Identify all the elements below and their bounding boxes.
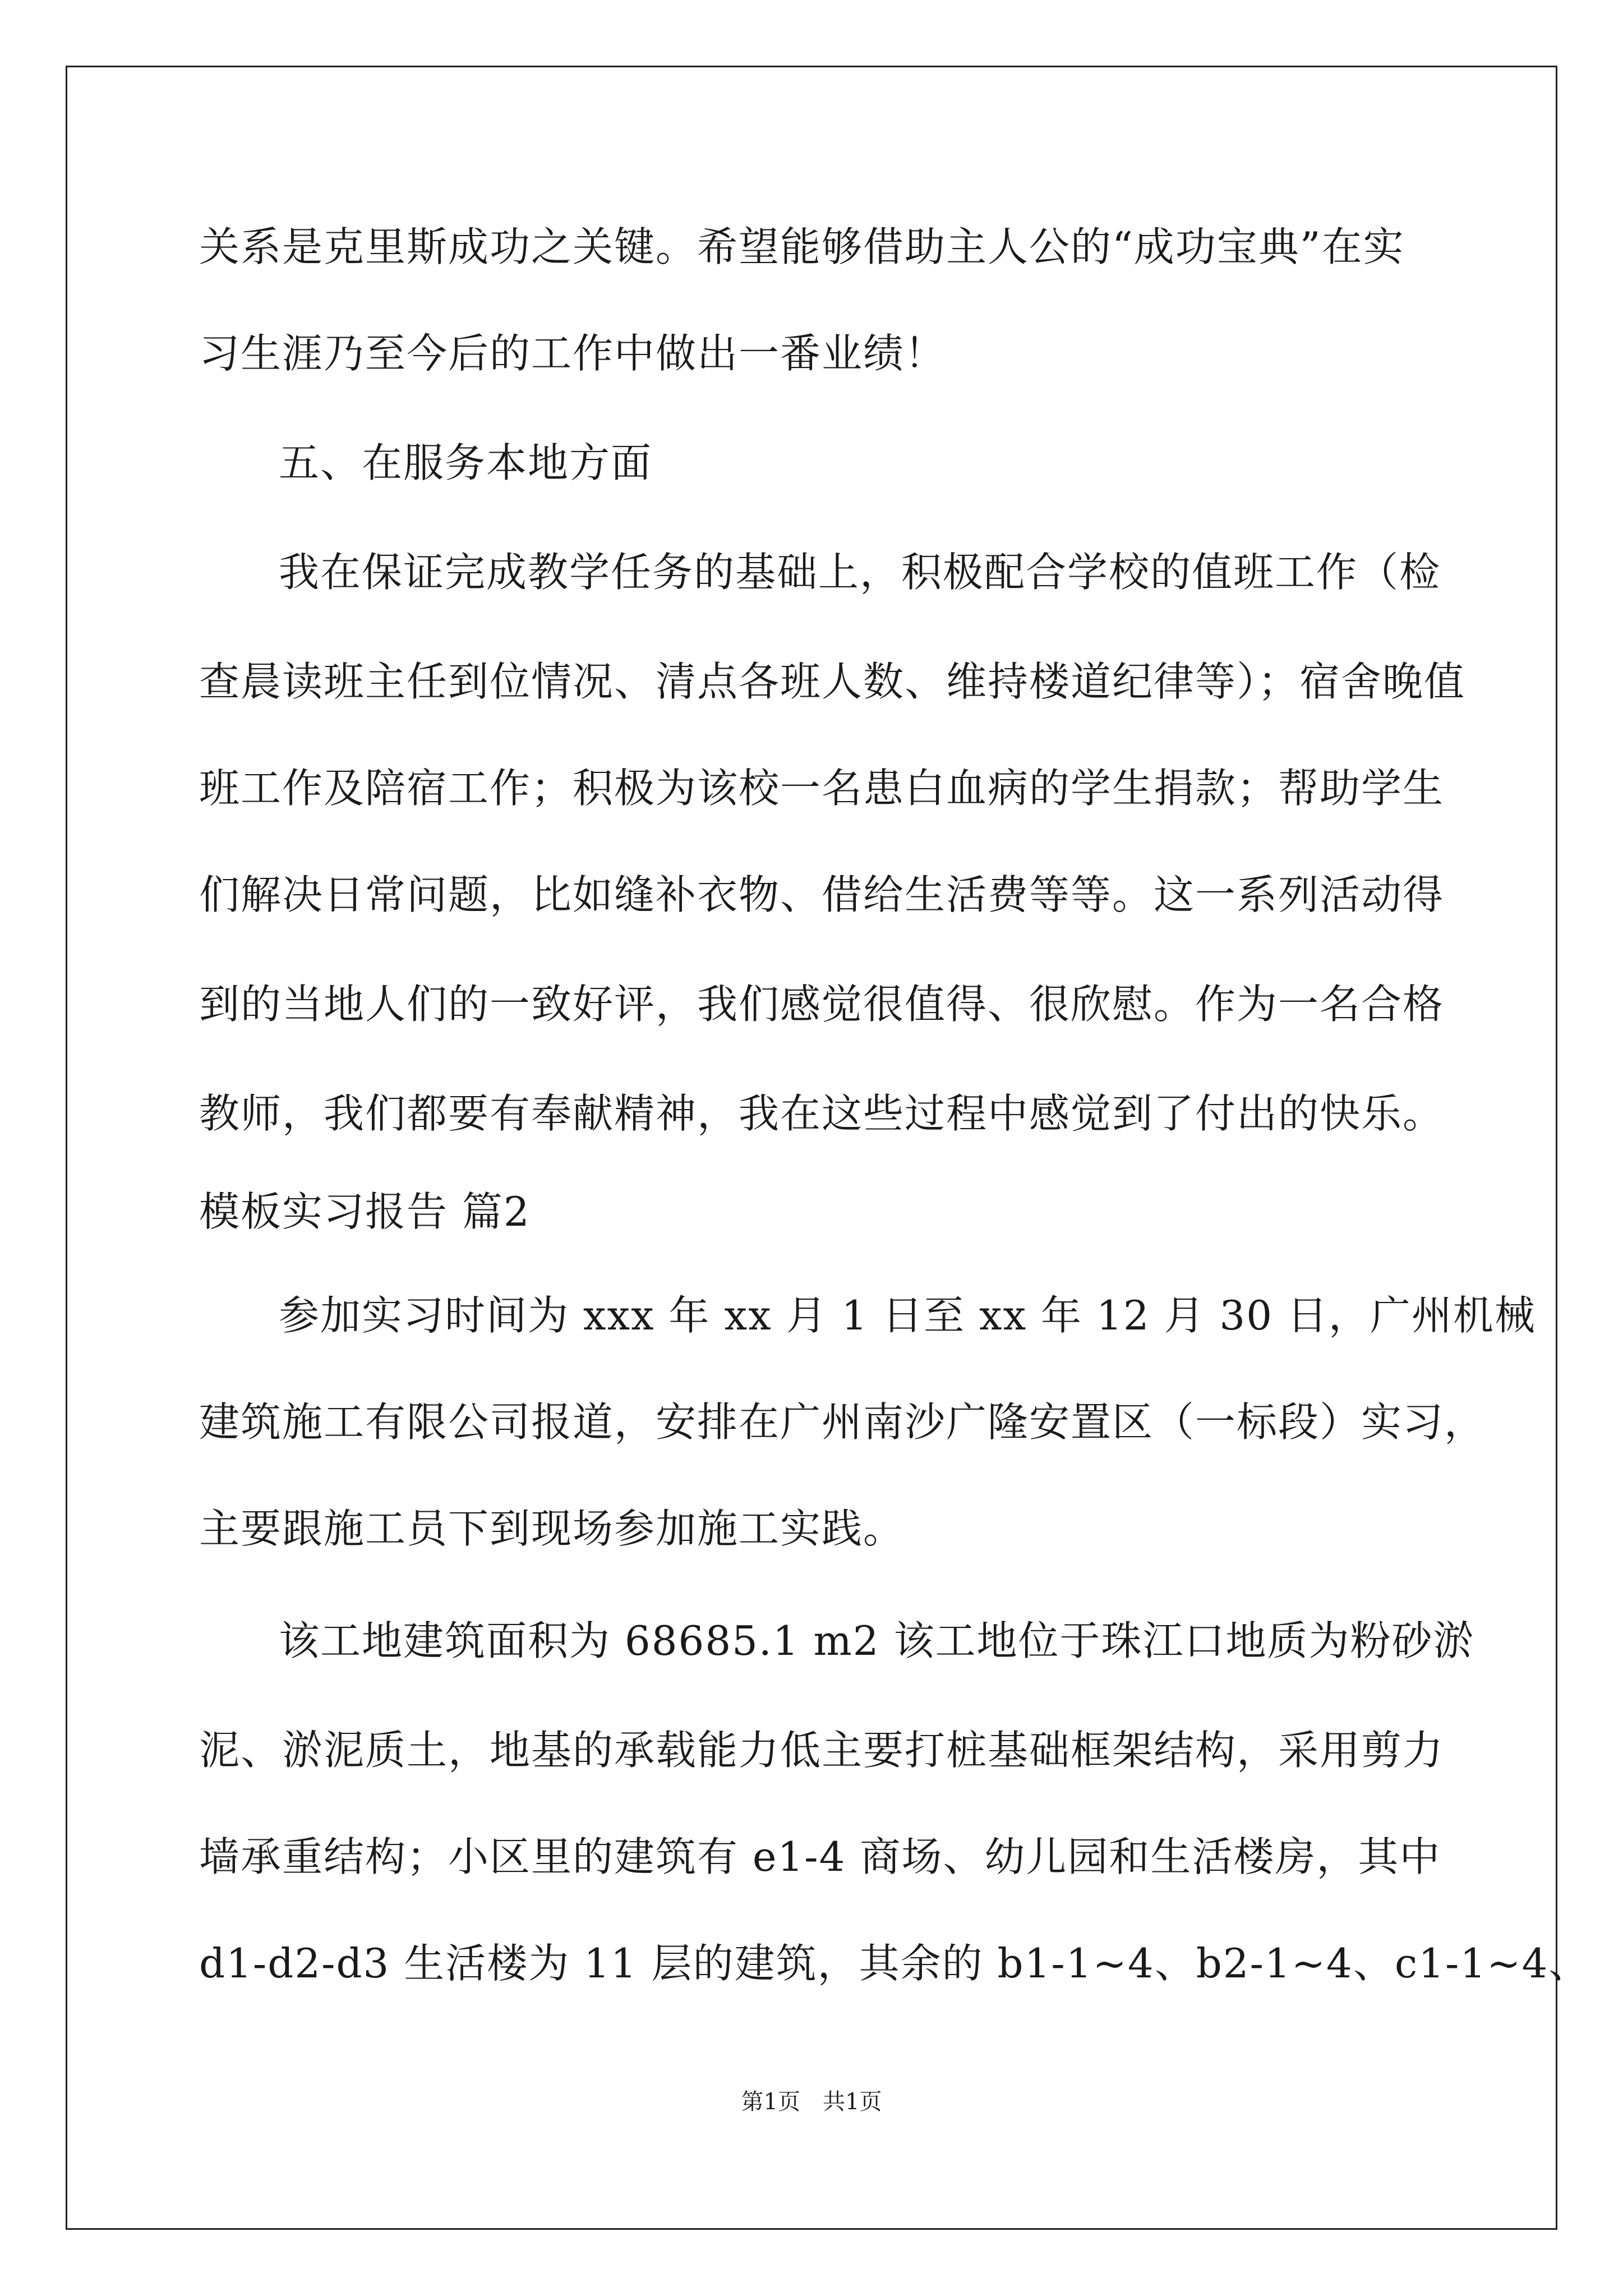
text-line: 建筑施工有限公司报道，安排在广州南沙广隆安置区（一标段）实习，: [199, 1398, 1486, 1446]
section-heading: 五、在服务本地方面: [279, 439, 653, 486]
text-line: 到的当地人们的一致好评，我们感觉很值得、很欣慰。作为一名合格: [199, 981, 1445, 1028]
text-line: 该工地建筑面积为 68685.1 m2 该工地位于珠江口地质为粉砂淤: [279, 1617, 1475, 1664]
page-number: 第1页: [741, 2089, 800, 2115]
article-heading: 模板实习报告 篇2: [199, 1188, 531, 1235]
text-line: 主要跟施工员下到现场参加施工实践。: [199, 1505, 905, 1552]
text-line: d1-d2-d3 生活楼为 11 层的建筑，其余的 b1-1~4、b2-1~4、c1-1~4、: [199, 1940, 1590, 1987]
text-line: 们解决日常问题，比如缝补衣物、借给生活费等等。这一系列活动得: [199, 871, 1445, 918]
page-border: [66, 66, 1557, 2230]
text-line: 班工作及陪宿工作；积极为该校一名患白血病的学生捐款；帮助学生: [199, 765, 1445, 812]
text-line: 关系是克里斯成功之关键。希望能够借助主人公的“成功宝典”在实: [199, 223, 1405, 270]
page-footer: [0, 2088, 1623, 2116]
text-line: 参加实习时间为 xxx 年 xx 月 1 日至 xx 年 12 月 30 日，广州机械: [279, 1292, 1536, 1339]
text-line: 习生涯乃至今后的工作中做出一番业绩！: [199, 330, 947, 377]
text-line: 泥、淤泥质土，地基的承载能力低主要打桩基础框架结构，采用剪力: [199, 1727, 1445, 1774]
page-total: 共1页: [823, 2089, 882, 2115]
text-line: 查晨读班主任到位情况、清点各班人数、维持楼道纪律等）；宿舍晚值: [199, 658, 1466, 705]
text-line: 教师，我们都要有奉献精神，我在这些过程中感觉到了付出的快乐。: [199, 1090, 1445, 1137]
text-line: 我在保证完成教学任务的基础上，积极配合学校的值班工作（检: [279, 549, 1441, 596]
text-line: 墙承重结构；小区里的建筑有 e1-4 商场、幼儿园和生活楼房，其中: [199, 1833, 1441, 1880]
